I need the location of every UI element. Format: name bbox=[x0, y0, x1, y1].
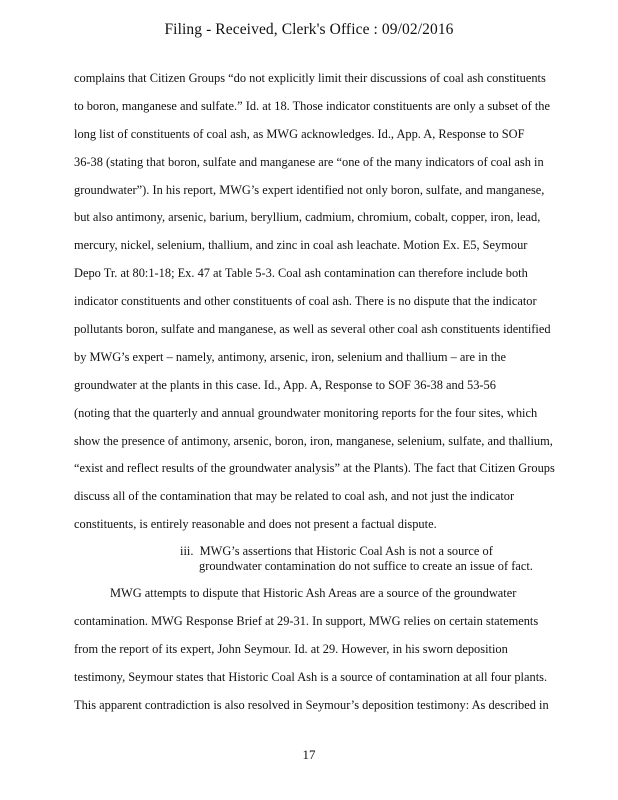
text-line: testimony, Seymour states that Historic Coal Ash is a source of contamination at all four plants. bbox=[74, 669, 548, 684]
text-line: long list of constituents of coal ash, as MWG acknowledges. Id., App. A, Response to SOF bbox=[74, 126, 525, 141]
page-number: 17 bbox=[302, 747, 316, 762]
text-line: constituents, is entirely reasonable and does not present a factual dispute. bbox=[74, 517, 437, 532]
text-line: by MWG’s expert – namely, antimony, arsenic, iron, selenium and thallium – are in the bbox=[74, 349, 506, 364]
text-line: discuss all of the contamination that may be related to coal ash, and not just the indicator bbox=[74, 489, 515, 504]
section-heading-text: MWG’s assertions that Historic Coal Ash is not a source of bbox=[199, 544, 493, 558]
section-heading-line-1 bbox=[180, 544, 600, 559]
text-line: to boron, manganese and sulfate.” Id. at 18. Those indicator constituents are only a subset of the bbox=[74, 98, 550, 113]
section-heading bbox=[180, 544, 600, 574]
text-line: groundwater at the plants in this case. Id., App. A, Response to SOF 36-38 and 53-56 bbox=[74, 377, 496, 392]
text-line: complains that Citizen Groups “do not explicitly limit their discussions of coal ash constituents bbox=[74, 71, 546, 85]
text-line: MWG attempts to dispute that Historic Ash Areas are a source of the groundwater bbox=[110, 586, 517, 600]
paragraph-coal-ash-constituents bbox=[74, 69, 610, 543]
text-line: pollutants boron, sulfate and manganese, as well as several other coal ash constituents identified bbox=[74, 322, 551, 337]
text-line: groundwater”). In his report, MWG’s expert identified not only boron, sulfate, and manganese, bbox=[74, 182, 545, 197]
text-line: from the report of its expert, John Seymour. Id. at 29. However, in his sworn deposition bbox=[74, 641, 508, 656]
text-line: contamination. MWG Response Brief at 29-31. In support, MWG relies on certain statements bbox=[74, 613, 539, 628]
text-line: 36-38 (stating that boron, sulfate and manganese are “one of the many indicators of coal ash in bbox=[74, 154, 544, 169]
section-heading-line-2: groundwater contamination do not suffice to create an issue of fact. bbox=[199, 559, 533, 573]
text-line: (noting that the quarterly and annual groundwater monitoring reports for the four sites, which bbox=[74, 405, 538, 420]
text-line: Depo Tr. at 80:1-18; Ex. 47 at Table 5-3. Coal ash contamination can therefore include both bbox=[74, 266, 528, 281]
paragraph-historic-ash-areas bbox=[74, 584, 610, 723]
text-line: show the presence of antimony, arsenic, boron, iron, manganese, selenium, sulfate, and thallium, bbox=[74, 433, 553, 448]
text-line: This apparent contradiction is also resolved in Seymour’s deposition testimony: As described in bbox=[74, 697, 549, 712]
text-line: mercury, nickel, selenium, thallium, and zinc in coal ash leachate. Motion Ex. E5, Seymour bbox=[74, 238, 528, 253]
text-line: but also antimony, arsenic, barium, beryllium, cadmium, chromium, cobalt, copper, iron, lead, bbox=[74, 210, 541, 225]
filing-stamp-header: Filing - Received, Clerk's Office : 09/02/2016 bbox=[164, 21, 454, 38]
text-line: indicator constituents and other constituents of coal ash. There is no dispute that the indicator bbox=[74, 294, 537, 309]
text-line: “exist and reflect results of the groundwater analysis” at the Plants). The fact that Citizen Groups bbox=[74, 461, 555, 476]
section-number: iii. bbox=[180, 544, 194, 558]
